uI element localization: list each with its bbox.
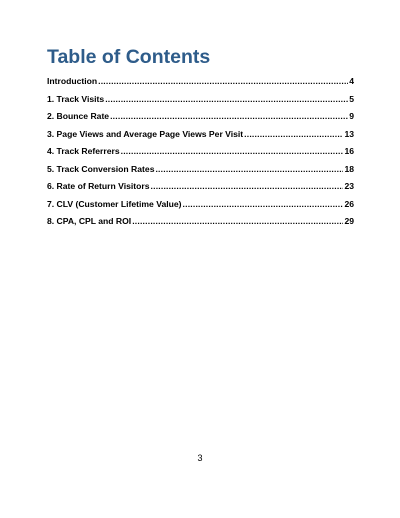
toc-entry-page: 16 bbox=[344, 146, 354, 156]
toc-dot-leader bbox=[132, 213, 343, 231]
toc-entry-title: 4. Track Referrers bbox=[47, 146, 120, 156]
toc-entry-cpa-cpl-roi[interactable] bbox=[47, 213, 354, 231]
toc-dot-leader bbox=[98, 73, 348, 91]
toc-entry-page: 13 bbox=[344, 128, 354, 139]
toc-entry-return-visitors[interactable] bbox=[47, 178, 354, 196]
toc-entry-conversion-rates[interactable] bbox=[47, 161, 354, 179]
toc-dot-leader bbox=[121, 143, 344, 161]
toc-entry-title: 2. Bounce Rate bbox=[47, 111, 110, 121]
toc-entry-title: 5. Track Conversion Rates bbox=[47, 163, 155, 174]
toc-entry-title: Introduction bbox=[47, 76, 98, 86]
toc-entry-page-views[interactable] bbox=[47, 126, 354, 144]
toc-entry-track-referrers[interactable] bbox=[47, 143, 354, 161]
toc-entry-page: 23 bbox=[344, 181, 354, 191]
toc-entry-title: 3. Page Views and Average Page Views Per Visit bbox=[47, 128, 244, 139]
page-number: 3 bbox=[197, 453, 203, 463]
toc-entry-title: 1. Track Visits bbox=[47, 93, 105, 104]
toc-entry-title: 6. Rate of Return Visitors bbox=[47, 181, 150, 191]
toc-dot-leader bbox=[183, 196, 344, 214]
page-title: Table of Contents bbox=[47, 46, 211, 68]
toc-dot-leader bbox=[105, 91, 348, 109]
toc-entry-bounce-rate[interactable] bbox=[47, 108, 354, 126]
toc-dot-leader bbox=[110, 108, 348, 126]
toc-list bbox=[47, 73, 354, 231]
toc-entry-page: 29 bbox=[344, 216, 354, 226]
toc-entry-title: 7. CLV (Customer Lifetime Value) bbox=[47, 198, 182, 209]
toc-entry-page: 26 bbox=[344, 198, 354, 209]
toc-dot-leader bbox=[244, 126, 343, 144]
toc-entry-page: 5 bbox=[349, 93, 354, 104]
toc-dot-leader bbox=[155, 161, 343, 179]
toc-dot-leader bbox=[151, 178, 344, 196]
toc-entry-title: 8. CPA, CPL and ROI bbox=[47, 216, 132, 226]
toc-entry-page: 18 bbox=[344, 163, 354, 174]
toc-entry-page: 9 bbox=[349, 111, 354, 121]
toc-entry-page: 4 bbox=[349, 76, 354, 86]
toc-entry-track-visits[interactable] bbox=[47, 91, 354, 109]
toc-entry-clv[interactable] bbox=[47, 196, 354, 214]
toc-entry-introduction[interactable] bbox=[47, 73, 354, 91]
